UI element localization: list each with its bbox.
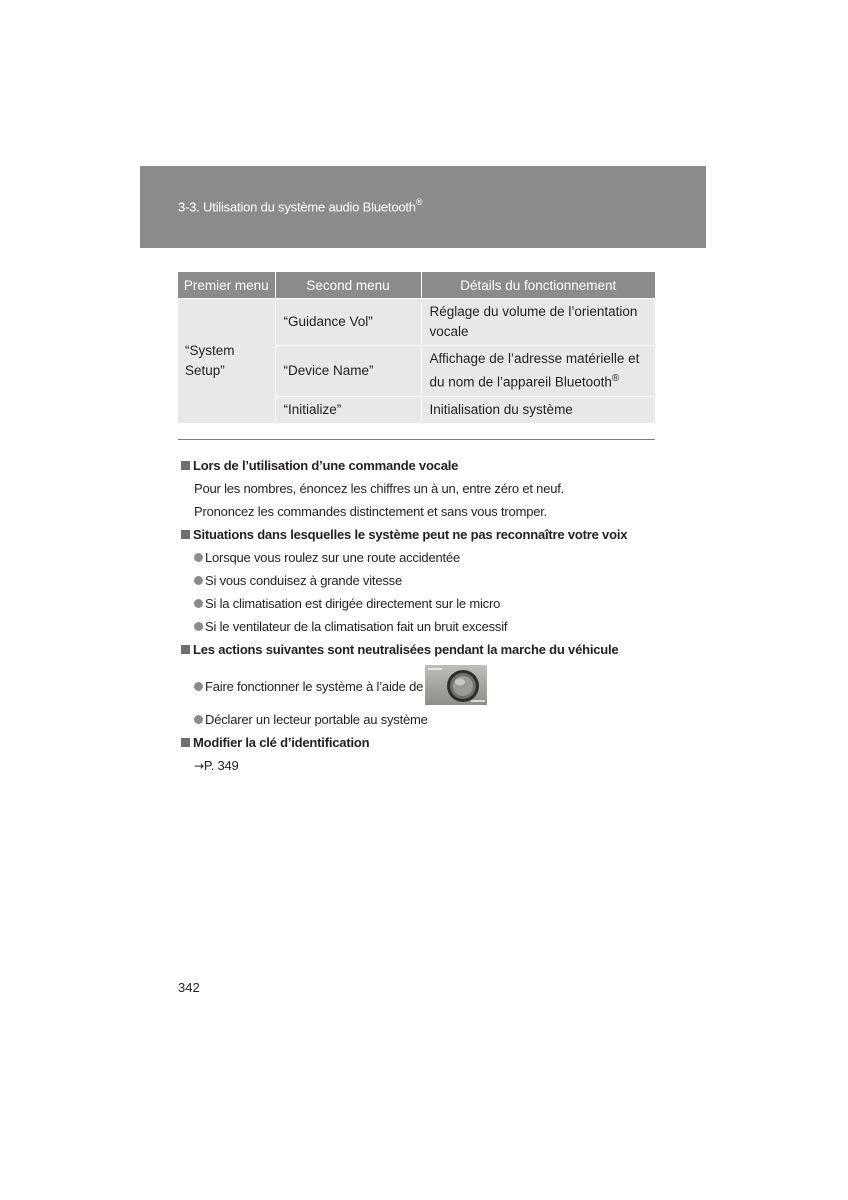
- details-cell: Affichage de l’adresse matérielle et du nom de l’appareil Bluetooth®: [421, 346, 655, 397]
- list-item: Si la climatisation est dirigée directement sur le micro: [181, 592, 661, 615]
- header-second-menu: Second menu: [275, 272, 421, 299]
- tune-knob-icon: [425, 665, 487, 705]
- first-menu-cell: “System Setup”: [178, 299, 275, 424]
- registered-mark: ®: [415, 197, 423, 207]
- heading-id-key: Modifier la clé d’identification: [181, 731, 661, 754]
- menu-table: [178, 272, 655, 424]
- heading-recognition: Situations dans lesquelles le système peut ne pas reconnaître votre voix: [181, 523, 661, 546]
- circle-bullet-icon: [194, 553, 203, 562]
- list-item: Faire fonctionner le système à l’aide de: [181, 661, 661, 708]
- second-menu-cell: “Guidance Vol”: [275, 299, 421, 346]
- list-item: Si le ventilateur de la climatisation fait un bruit excessif: [181, 615, 661, 638]
- notes-content: [181, 454, 661, 777]
- page-reference: →P. 349: [194, 758, 239, 773]
- section-divider: [178, 439, 655, 440]
- header-first-menu: Premier menu: [178, 272, 275, 299]
- arrow-right-icon: →: [194, 759, 204, 773]
- second-menu-cell: “Device Name”: [275, 346, 421, 397]
- table-header-row: [178, 272, 655, 299]
- table-row: [178, 299, 655, 346]
- chapter-header: [140, 166, 706, 248]
- details-cell: Initialisation du système: [421, 396, 655, 423]
- list-item: Déclarer un lecteur portable au système: [181, 708, 661, 731]
- details-cell: Réglage du volume de l’orientation vocale: [421, 299, 655, 346]
- second-menu-cell: “Initialize”: [275, 396, 421, 423]
- square-bullet-icon: [181, 461, 190, 470]
- square-bullet-icon: [181, 645, 190, 654]
- square-bullet-icon: [181, 738, 190, 747]
- list-item: Si vous conduisez à grande vitesse: [181, 569, 661, 592]
- paragraph: Prononcez les commandes distinctement et sans vous tromper.: [194, 504, 548, 519]
- list-item: Lorsque vous roulez sur une route accidentée: [181, 546, 661, 569]
- tune-knob-image: [425, 665, 487, 705]
- circle-bullet-icon: [194, 599, 203, 608]
- circle-bullet-icon: [194, 576, 203, 585]
- circle-bullet-icon: [194, 682, 203, 691]
- circle-bullet-icon: [194, 622, 203, 631]
- paragraph: Pour les nombres, énoncez les chiffres un à un, entre zéro et neuf.: [194, 481, 565, 496]
- page-number: 342: [178, 980, 200, 995]
- heading-voice-command: Lors de l’utilisation d’une commande vocale: [181, 454, 661, 477]
- circle-bullet-icon: [194, 715, 203, 724]
- heading-disabled-actions: Les actions suivantes sont neutralisées pendant la marche du véhicule: [181, 638, 661, 661]
- registered-mark: ®: [611, 373, 620, 384]
- header-details: Détails du fonctionnement: [421, 272, 655, 299]
- square-bullet-icon: [181, 530, 190, 539]
- chapter-title: 3-3. Utilisation du système audio Bluetooth®: [178, 197, 423, 215]
